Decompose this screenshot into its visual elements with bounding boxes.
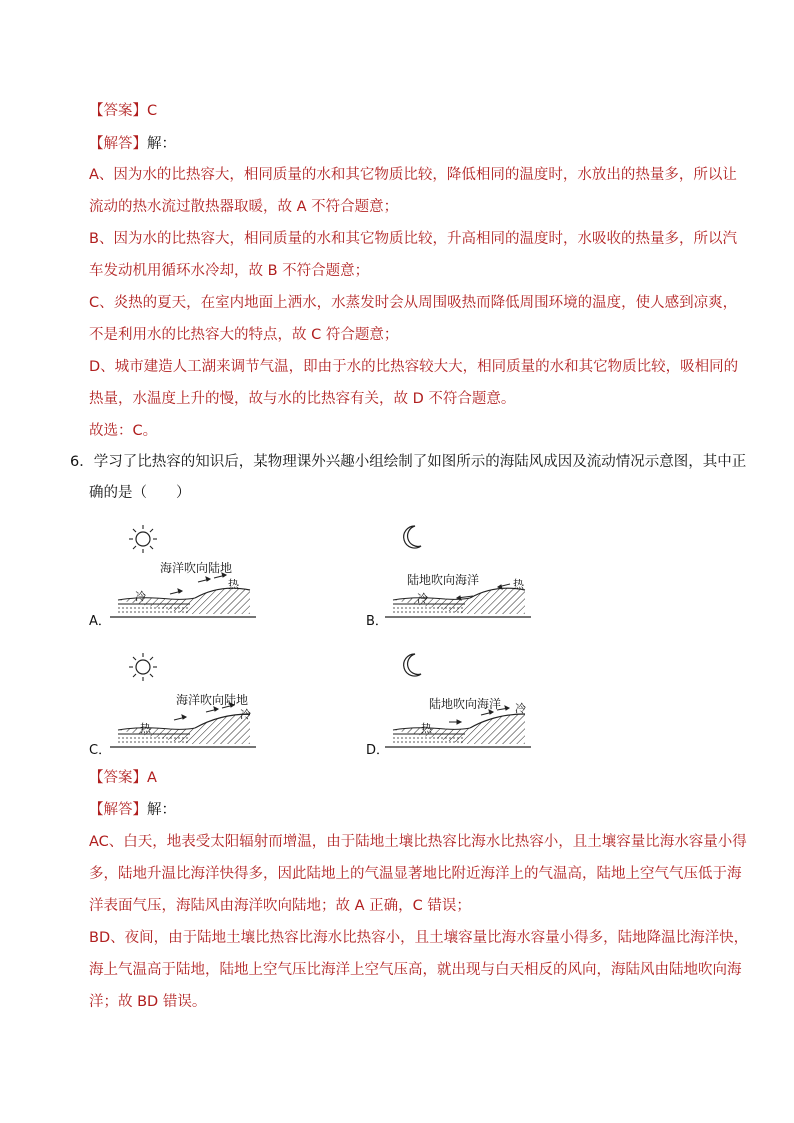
- q5-analysis-text: 热量，水温度上升的慢，故与水的比热容有关，故 D 不符合题意。: [89, 391, 516, 407]
- q5-answer-line: [89, 101, 157, 121]
- land-temp-label: 热: [513, 578, 524, 591]
- q6-answer-line: [89, 768, 157, 788]
- q5-analysis-line: [89, 134, 176, 154]
- sun-icon: [129, 653, 157, 681]
- option-b-label[interactable]: B．: [366, 614, 388, 629]
- wind-caption: 陆地吹向海洋: [429, 697, 502, 711]
- q5-analysis-text: 车发动机用循环水冷却，故 B 不符合题意；: [89, 263, 370, 279]
- question-stem: 学习了比热容的知识后，某物理课外兴趣小组绘制了如图所示的海陆风成因及流动情况示意图，其中正: [93, 454, 747, 470]
- q6-analysis-text: 海上气温高于陆地，陆地上空气压比海洋上空气压高，就出现与白天相反的风向，海陆风由陆地吹向海: [89, 962, 742, 978]
- q5-analysis-text: B、因为水的比热容大，相同质量的水和其它物质比较，升高相同的温度时，水吸收的热量多，所以汽: [89, 231, 737, 247]
- q5-analysis-text: D、城市建造人工湖来调节气温，即由于水的比热容较大大，相同质量的水和其它物质比较，吸相同的: [89, 359, 739, 375]
- sea-temp-label: 冷: [135, 590, 146, 603]
- q6-analysis-text: 洋表面气压，海陆风由海洋吹向陆地；故 A 正确，C 错误；: [89, 898, 471, 914]
- analysis-tag: 【解答】: [89, 136, 147, 152]
- sea-temp-label: 热: [421, 722, 432, 735]
- sea-temp-label: 热: [140, 722, 151, 735]
- q6-analysis-text: BD、夜间，由于陆地土壤比热容比海水比热容小，且土壤容量比海水容量小得多，陆地降温比海洋快，: [89, 930, 749, 946]
- q5-analysis-text: A、因为水的比热容大，相同质量的水和其它物质比较，降低相同的温度时，水放出的热量多，所以让: [89, 167, 737, 183]
- analysis-head: 解：: [147, 136, 176, 152]
- sea-land-breeze-diagram: [110, 642, 270, 754]
- answer-value: C: [147, 103, 158, 119]
- sea-land-breeze-diagram: [385, 642, 545, 754]
- wind-caption: 陆地吹向海洋: [407, 573, 480, 587]
- moon-icon: [404, 654, 421, 676]
- moon-icon: [404, 526, 421, 548]
- sea-land-breeze-diagram: [385, 512, 545, 624]
- q6-stem-line: [70, 452, 746, 472]
- option-a-label[interactable]: A．: [89, 614, 111, 629]
- question-number: 6．: [70, 454, 94, 470]
- analysis-tag: 【解答】: [89, 802, 147, 818]
- option-c-figure[interactable]: [110, 642, 270, 754]
- q5-analysis-text: C、炎热的夏天，在室内地面上洒水，水蒸发时会从周围吸热而降低周围环境的温度，使人感到凉爽，: [89, 295, 738, 311]
- wind-caption: 海洋吹向陆地: [176, 693, 249, 707]
- analysis-head: 解：: [147, 802, 176, 818]
- q5-analysis-text: 流动的热水流过散热器取暖，故 A 不符合题意；: [89, 199, 399, 215]
- q6-analysis-text: 洋；故 BD 错误。: [89, 994, 207, 1010]
- answer-tag: 【答案】: [89, 103, 147, 119]
- q6-analysis-line: [89, 800, 176, 820]
- option-c-label[interactable]: C．: [89, 743, 112, 758]
- q6-stem-line-2: 确的是（ ）: [89, 485, 191, 501]
- q6-analysis-text: 多，陆地升温比海洋快得多，因此陆地上的气温显著地比附近海洋上的气温高，陆地上空气气压低于海: [89, 866, 742, 882]
- answer-value: A: [147, 770, 157, 786]
- q6-analysis-text: AC、白天，地表受太阳辐射而增温，由于陆地土壤比热容比海水比热容小，且土壤容量比海水容量小得: [89, 834, 747, 850]
- sea-temp-label: 冷: [417, 592, 428, 605]
- option-b-figure[interactable]: [385, 512, 545, 624]
- wind-caption: 海洋吹向陆地: [160, 561, 233, 575]
- option-d-figure[interactable]: [385, 642, 545, 754]
- option-d-label[interactable]: D．: [366, 743, 390, 758]
- option-a-figure[interactable]: [110, 512, 270, 624]
- land-temp-label: 热: [228, 578, 239, 591]
- land-temp-label: 冷: [515, 702, 526, 715]
- land-temp-label: 冷: [240, 708, 251, 721]
- q5-analysis-text: 不是利用水的比热容大的特点，故 C 符合题意；: [89, 327, 399, 343]
- sea-land-breeze-diagram: [110, 512, 270, 624]
- q5-conclusion: 故选：C。: [89, 423, 158, 439]
- sun-icon: [129, 525, 157, 553]
- answer-tag: 【答案】: [89, 770, 147, 786]
